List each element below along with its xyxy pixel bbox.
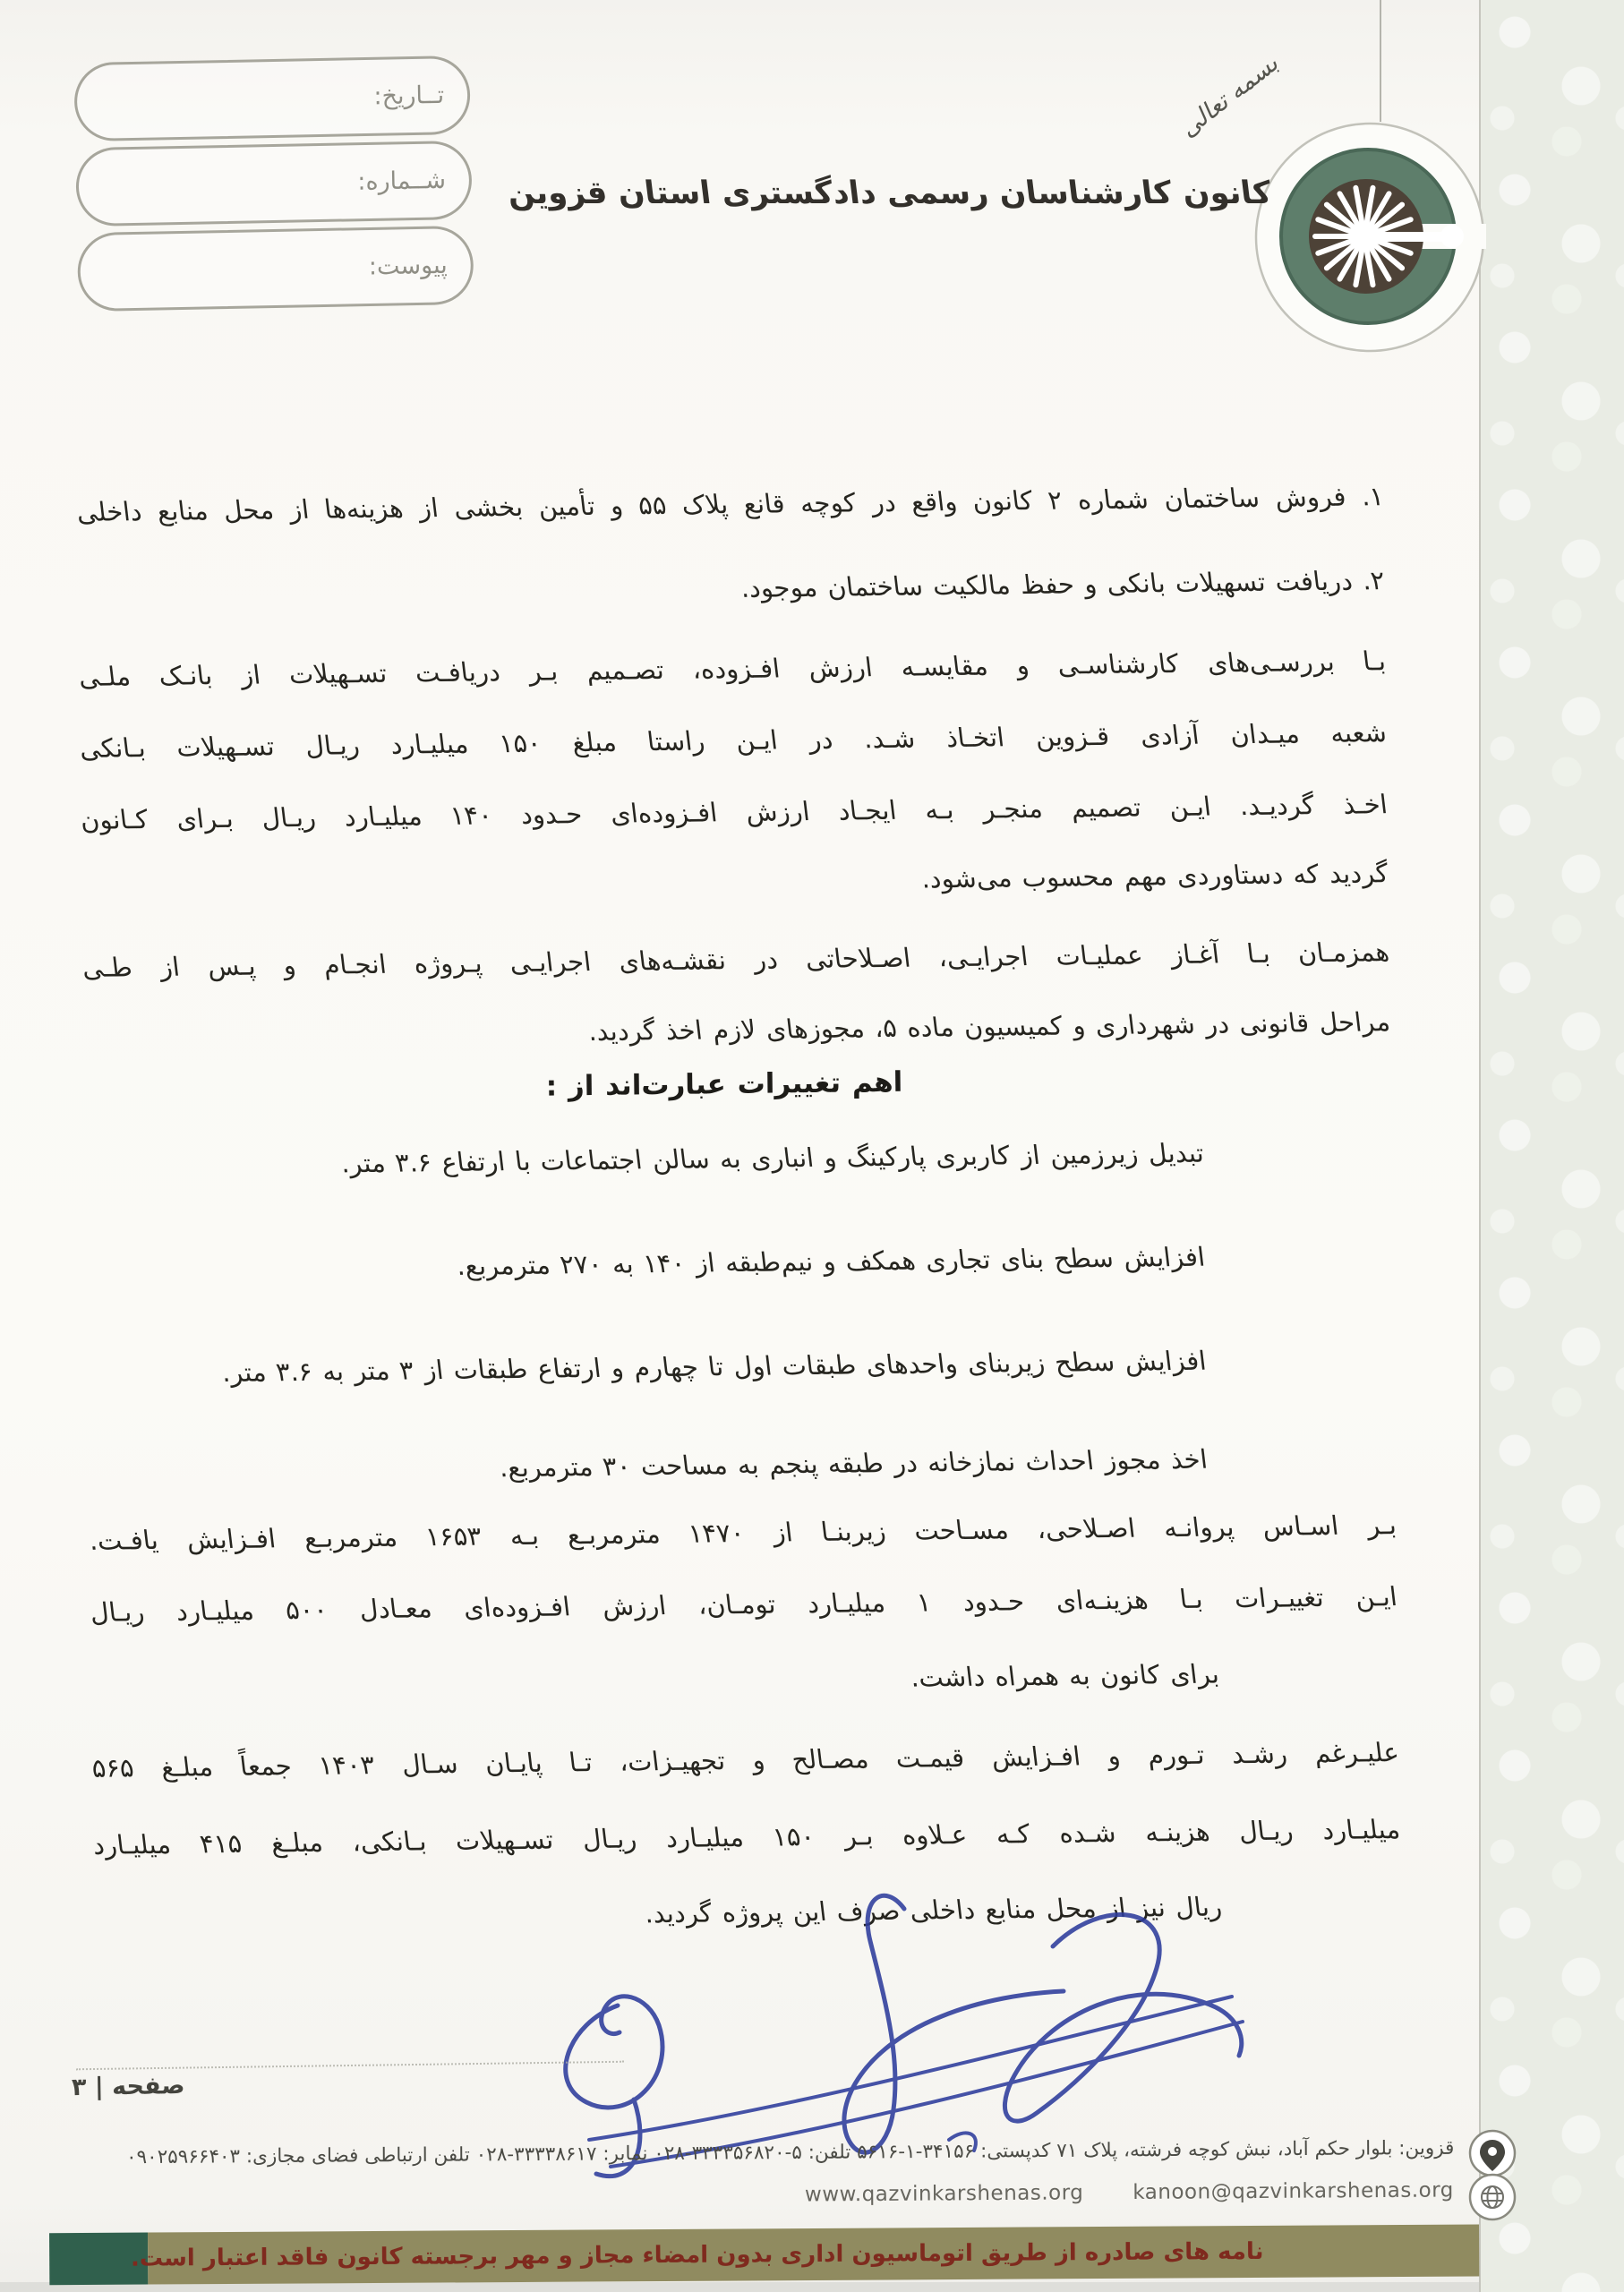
body-line: همزمـان بـا آغـاز عملیـات اجرایـی، اصـلاحاتی در نقشـه‌های اجرایـی پـروژه انجـام و پـس از طـی — [80, 936, 1391, 983]
email-address: kanoon@qazvinkarshenas.org — [1133, 2178, 1455, 2204]
number-field — [75, 141, 473, 227]
band-olive-strip — [130, 2224, 1479, 2284]
page-number-label: صفحه | ۳ — [71, 2071, 185, 2102]
number-label: شــماره: — [357, 166, 447, 196]
body-line: ۲. دریافت تسهیلات بانکی و حفظ مالکیت ساختمان موجود. — [739, 565, 1387, 603]
body-line: برای کانون به همراه داشت. — [908, 1658, 1221, 1693]
change-item: افزایش سطح زیربنای واحدهای طبقات اول تا چهارم و ارتفاع طبقات از ۳ متر به ۳.۶ متر. — [219, 1345, 1209, 1389]
address-line: قزوین: بلوار حکم آباد، نبش کوچه فرشته، پلاک ۷۱ کدپستی: ۳۴۱۵۶-۱-۵۶۱۶ تلفن: ۵-۳۳۳۳۵۶۸۲۰-۰۲۸ نمابر: ۳۳۳۳۸۶۱۷-۰۲۸ تلفن ارتباطی فضای مجازی: ۰۹۰۲۵۹۶۶۴۰۳ — [125, 2136, 1455, 2169]
attachment-label: پیوست: — [368, 251, 449, 281]
decorative-pattern-strip — [1479, 0, 1624, 2292]
body-line: بـر اسـاس پروانـه اصـلاحی، مسـاحت زیربنـا از ۱۴۷۰ مترمربـع بـه ۱۶۵۳ مترمربـع افـزایش یافـت. — [87, 1509, 1398, 1556]
header-divider-line — [1380, 0, 1381, 122]
body-line: علیـرغم رشـد تـورم و افـزایش قیمـت مصـالح و تجهیـزات، تـا پایـان سـال ۱۴۰۳ جمعاً مبلـغ ۵۶۵ — [90, 1737, 1401, 1783]
date-field — [73, 56, 471, 141]
body-line: اخـذ گردیـد. ایـن تصمیم منجـر بـه ایجـاد ارزش افـزوده‌ای حـدود ۱۴۰ میلیـارد ریـال بـرای کـانون — [78, 789, 1389, 835]
globe-icon — [1470, 2175, 1515, 2219]
disclaimer-text: نامه های صادره از طریق اتوماسیون اداری بدون امضاء مجاز و مهر برجسته کانون فاقد اعتبار است. — [130, 2237, 1264, 2272]
website-url: www.qazvinkarshenas.org — [805, 2181, 1084, 2207]
body-line: شعبه میـدان آزادی قـزوین اتخـاذ شـد. در ایـن راستا مبلغ ۱۵۰ میلیـارد ریـال تسـهیلات بـانکی — [77, 717, 1389, 764]
body-line: مراحل قانونی در شهرداری و کمیسیون ماده ۵، مجوزهای لازم اخذ گردید. — [585, 1006, 1392, 1048]
change-item: تبدیل زیرزمین از کاربری پارکینگ و انباری به سالن اجتماعات با ارتفاع ۳.۶ متر. — [338, 1137, 1206, 1179]
changes-heading: اهم تغییرات عبارت‌اند از : — [545, 1065, 903, 1103]
body-line: ایـن تغییـرات بـا هزینـه‌ای حـدود ۱ میلیـارد تومـان، ارزش افـزوده‌ای معـادل ۵۰۰ میلیـارد ریـال — [88, 1581, 1399, 1628]
date-label: تــاریخ: — [373, 81, 445, 111]
change-item: اخذ مجوز احداث نمازخانه در طبقه پنجم به مساحت ۳۰ مترمربع. — [497, 1443, 1209, 1484]
org-name-calligraphy: کانون کارشناسان رسمی دادگستری استان قزوین — [505, 175, 1274, 211]
bismillah-calligraphy: بسمه تعالی — [1175, 49, 1284, 143]
attachment-field — [77, 226, 474, 312]
disclaimer-band — [0, 2223, 1624, 2272]
body-line: ریال نیز از محل منابع داخلی صرف این پروژه گردید. — [642, 1891, 1224, 1929]
body-line: بـا بررسـی‌های کارشناسـی و مقایسـه ارزش افـزوده، تصـمیم بـر دریافـت تسـهیلات از بانـک ملـی — [76, 646, 1388, 692]
org-emblem-icon — [1252, 119, 1488, 355]
reference-fields — [73, 56, 474, 318]
letter-body — [76, 475, 1401, 1941]
body-line: ۱. فروش ساختمان شماره ۲ کانون واقع در کوچه قانع پلاک ۵۵ و تأمین بخشی از هزینه‌ها از محل منابع داخلی — [74, 481, 1386, 527]
body-line: میلیـارد ریـال هزینـه شـده کـه عـلاوه بـر ۱۵۰ میلیـارد ریـال تسـهیلات بـانکی، مبلـغ ۴۱۵ میلیـارد — [90, 1814, 1402, 1860]
change-item: افزایش سطح بنای تجاری همکف و نیم‌طبقه از ۱۴۰ به ۲۷۰ مترمربع. — [454, 1241, 1207, 1281]
web-contact-line — [805, 2178, 1454, 2206]
body-line: گردید که دستاوردی مهم محسوب می‌شود. — [919, 858, 1390, 894]
